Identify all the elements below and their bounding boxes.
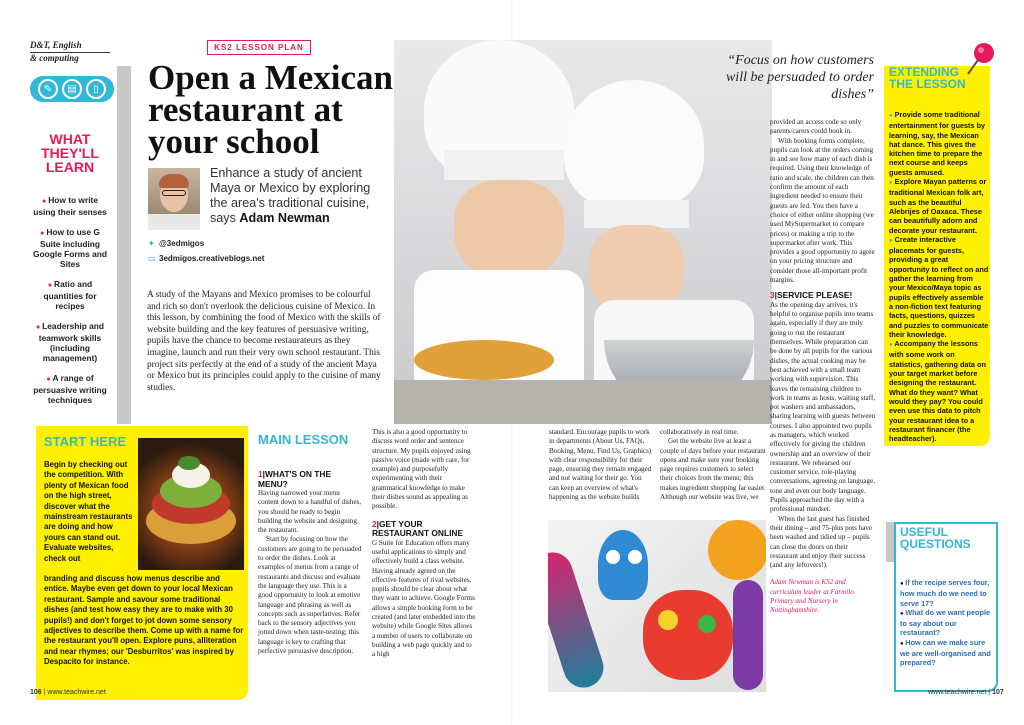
alebrije-figures-photo [548,520,766,692]
body-paragraph: G Suite for Education offers many useful applications to simply and effectively build a class website. Having already agreed on the effective features of rival websites, pupils should be clear about what they want to achieve. Google Forms allows a simple booking form to be created (and later embedded into the website) while Google Sites allows a number of users to collaborate on building a web page quickly and to a high [372,538,476,659]
intro-paragraph: A study of the Mayans and Mexico promises to be colourful and rich so don't overlook the delicious cuisine of Mexico. In this lesson, by combining the food of Mexico with the skills of website building and the key features of persuasive writing, pupils have the chance to become restaurateurs as they imagine, launch and run their very own school restaurant. This project sits perfectly at the end of a study of the ancient Maya or Mexico but its principles could apply to the cuisine of many studies. [147,290,381,393]
section-heading-2: 2|GET YOUR RESTAURANT ONLINE [372,518,464,539]
standfirst [210,166,390,226]
author-name: Adam Newman [239,211,330,225]
article-title: Open a Mexican restaurant at your school [148,58,393,161]
extending-item: ● Accompany the lessons with some work on statistics, gathering data on your target market before designing the restaurant. What do they want? What would they pay? You could even use this data to pitch your restaurant idea to a restaurant financer (the headteacher). [889,339,986,444]
start-here-title: START HERE [44,434,127,449]
main-lesson-column-4 [660,428,766,502]
subject-label [30,40,110,65]
twitter-icon: ✦ [148,239,155,248]
author-bio: Adam Newman is KS2 and curriculum leader at Farmilo Primary and Nursery in Nottinghamshire. [770,578,854,615]
question-item: ● What do we want people to say about our restaurant? [900,608,994,638]
start-here-text-1: Begin by checking out the competition. With plenty of Mexican food on the high street, discover what the mainstream restaurants are doing and how yours can stand out. Evaluate websites, check out [44,460,133,563]
pull-quote: “Focus on how customers will be persuaded to order dishes” [725,53,874,102]
body-paragraph: As the opening day arrives, it's helpful to organise pupils into teams again, especially if they are truly going to run the restaurant themselves. While preparation can be done by all pupils for the various dishes, the actual cooking may be best achieved with a small team working with supervision. This leaves the remaining children to work in teams as hosts, waiting staff, pot washers and ambassadors, sharing learning with guests between courses. I also appointed two pupils as managers, which worked effectively for giving the children ownership and an overview of their restaurant. We rehearsed our customer service, role-playing conversations, agreeing on language, tone and even our body language. Pupils approached the day with a professional mindset. [770,300,876,514]
learn-item: ● How to use G Suite including Google Forms and Sites [30,227,110,269]
learn-item: ● Ratio and quantities for recipes [30,279,110,311]
body-paragraph: With booking forms complete, pupils can look at the orders coming in and see how many of each dish is required. Using their knowledge of ratio and scale, the children can then confirm the amount of each ingredient needed to ensure their guests are fed. You then have a choice of either online shopping (we used MySupermarket to compare prices) or making a trip to the supermarket after work. This provides a good opportunity to agree on your pricing structure and consider those all-important profit margins. [770,136,875,285]
standfirst-text: Enhance a study of ancient Maya or Mexico by exploring the area's traditional cuisine, says [210,166,371,225]
book-icon: ▤ [62,79,82,99]
main-lesson-title: MAIN LESSON [258,432,349,447]
extending-item: ● Create interactive placemats for guests, providing a great opportunity to reflect on and gather the learning from your Mexico/Maya topic as pupils effectively assemble a non-fiction text featuring facts, questions, quizzes and puzzles to communicate their knowledge. [889,234,989,339]
learn-item: ● Leadership and teamwork skills (including management) [30,321,110,363]
main-lesson-column-3 [549,428,653,502]
page-number: 107 [992,689,1004,696]
footer-site-link[interactable]: www.teachwire.net [928,689,987,696]
twitter-handle[interactable]: @3edmigos [159,239,205,248]
footer-site-link[interactable]: www.teachwire.net [47,689,106,696]
decorative-bar [117,66,131,424]
learn-item: ● How to write using their senses [30,195,110,217]
body-paragraph: Having narrowed your menu content down to a handful of dishes, you should be ready to begin building the website and designing the restaurant. [258,489,362,535]
body-paragraph: Get the website live at least a couple of days before your restaurant opens and make sure your booking page requires customers to select their choices from the menu; this makes ingredient shopping far easier. Although our website was live, we [660,437,766,502]
author-photo [148,168,200,230]
section-heading-1: 1|WHAT'S ON THE MENU? [258,469,332,489]
extending-item: ● Provide some traditional entertainment for guests by learning, say, the Mexican hat dance. This gives the kitchen time to prepare the next course and keeps guests amused. [889,110,986,177]
mouse-icon: ▯ [86,79,106,99]
start-here-text-2: branding and discuss how menus describe and entice. Maybe even get down to your local Mexican restaurant. Sample and savour some traditional dishes (and test how easy they are to make with 30 pupils!) and don't forget to jot down some sensory adjectives to describe them. Come up with a name for the restaurant you'll open. Explore puns, alliteration and near rhymes; our 'Desburritos' was inspired by Despacito for instance. [44,574,244,667]
learn-item: ● A range of persuasive writing techniques [30,373,110,405]
main-lesson-column-2 [372,428,476,660]
design-icon: ✎ [38,79,58,99]
extending-list [889,110,989,443]
section-heading-3: 3|SERVICE PLEASE! [770,290,853,301]
page-number: 106 [30,689,42,696]
subject-icons [30,76,114,102]
main-lesson-column-5 [770,118,876,616]
blog-link[interactable]: 3edmigos.creativeblogs.net [159,254,265,263]
what-theyll-learn-title: WHAT THEY'LL LEARN [41,131,99,175]
question-item: ● If the recipe serves four, how much do we need to serve 17? [900,578,994,608]
body-paragraph: collaboratively in real time. [660,428,739,436]
body-paragraph: Start by focusing on how the customers are going to be persuaded to order the dishes. Look at examples of menus from a range of restaurants and discuss and evaluate the language they use. This is a good opportunity to look at emotive language and phrasing as well as concepts such as superlatives. Refer back to the sensory adjectives you jotted down when taste-testing; this language is key to crafting that perfective persuasive description. [258,535,362,656]
tostada-photo [138,438,244,570]
useful-questions-title: USEFUL QUESTIONS [900,525,971,551]
subject-label-line-1: D&T, English [30,40,110,53]
body-paragraph: When the last guest has finished their dining – and 75-plus pots have been washed and tidied up – pupils can close the doors on their restaurant and enjoy their success (and any leftovers!). [770,514,873,570]
footer-left: 106 | www.teachwire.net [30,689,106,696]
body-paragraph: provided an access code so only parents/carers could book in. [770,118,862,136]
useful-questions-list [900,578,994,668]
decorative-bar [886,522,894,562]
blog-icon: ▭ [148,254,156,263]
footer-right: www.teachwire.net | 107 [928,689,1004,696]
subject-label-line-2: & computing [30,53,79,64]
author-social [148,236,264,266]
body-paragraph: This is also a good opportunity to discuss word order and sentence structure. My pupils enjoyed using passive voice (made with care, for example) and purposefully experimenting with their grammatical knowledge to make their dishes sound as appealing as possible. [372,428,471,511]
lesson-plan-kicker: KS2 LESSON PLAN [207,40,311,55]
what-theyll-learn-list [30,195,110,415]
body-paragraph: standard. Encourage pupils to work in departments (About Us, FAQs, Booking, Menu, Find Us, Graphics) with clear responsibility for their page, ensuring they remain engaged and not waiting for their go. You can keep an overview of what's happening as the website builds [549,428,652,502]
extending-item: ● Explore Mayan patterns or traditional Mexican folk art, such as the beautiful Alebrijes of Oaxaca. These can beautifully adorn and decorate your restaurant. [889,177,987,235]
question-item: ● How can we make sure we are well-organised and prepared? [900,638,994,668]
main-lesson-column-1 [258,466,362,656]
extending-title: EXTENDING THE LESSON [889,65,966,91]
